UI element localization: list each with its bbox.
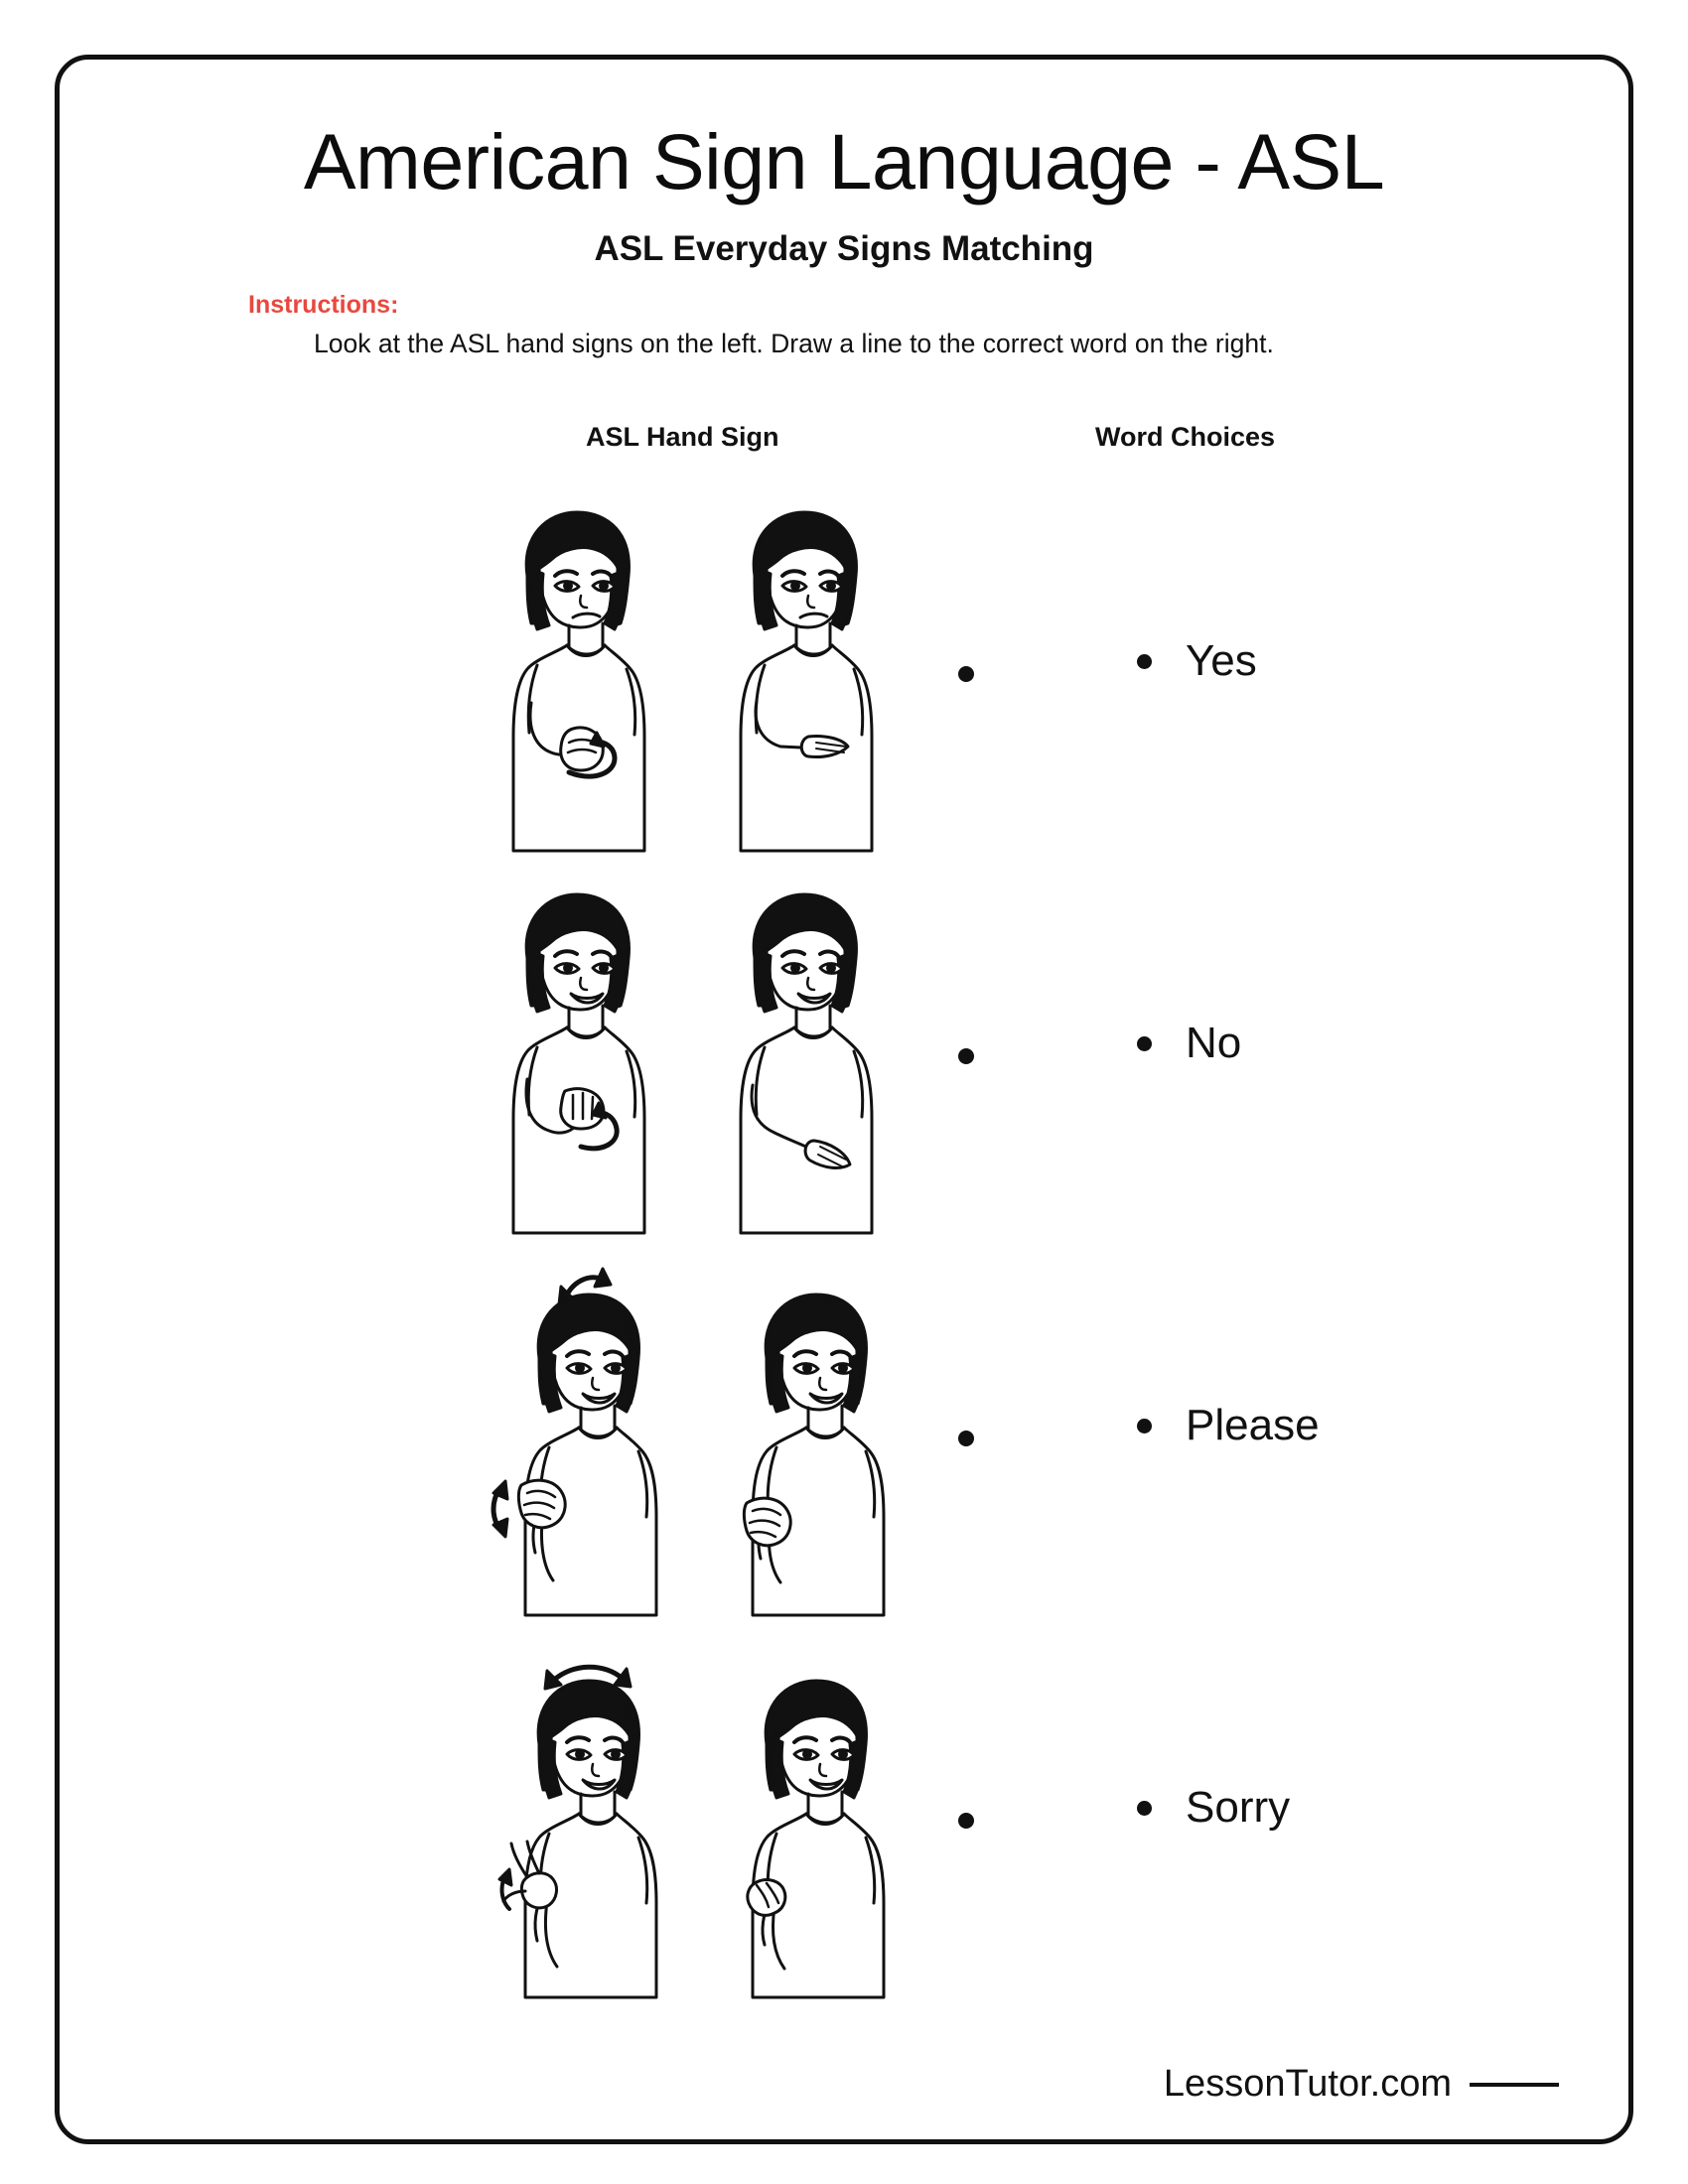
column-headings: [60, 422, 1628, 462]
word-choice-label: Please: [1186, 1401, 1320, 1450]
matching-row: [60, 868, 1628, 1250]
instructions-label: Instructions:: [248, 290, 399, 319]
matching-row: [60, 1250, 1628, 1632]
word-choice-item[interactable]: [1137, 1401, 1320, 1450]
sign-figure-frame-2: [697, 1645, 911, 2002]
sign-figure-frame-2: [697, 881, 911, 1238]
match-dot-right[interactable]: [1137, 654, 1152, 669]
instructions-text: Look at the ASL hand signs on the left. Draw a line to the correct word on the right.: [314, 328, 1274, 358]
sign-figure-frame-1: [470, 1263, 683, 1620]
match-dot-left[interactable]: [958, 1431, 974, 1446]
sign-figure-frame-2: [697, 498, 911, 856]
match-dot-left[interactable]: [958, 1048, 974, 1064]
instructions-block: [60, 291, 1628, 360]
word-choice-item[interactable]: [1137, 1019, 1242, 1068]
page-title: American Sign Language - ASL: [303, 117, 1385, 205]
match-dot-right[interactable]: [1137, 1036, 1152, 1051]
footer: [60, 2063, 1628, 2106]
sign-figure-frame-1: [470, 1645, 683, 2002]
asl-sign-no-illustration: [452, 1632, 928, 2014]
matching-row: [60, 1632, 1628, 2014]
asl-sign-please-illustration: [452, 868, 928, 1250]
sign-figure-frame-1: [470, 881, 683, 1238]
column-heading-signs: ASL Hand Sign: [586, 422, 779, 453]
column-heading-words: Word Choices: [1095, 422, 1276, 453]
footer-rule-right: [1470, 2083, 1559, 2087]
word-choice-label: Sorry: [1186, 1783, 1291, 1833]
word-choice-item[interactable]: [1137, 1783, 1291, 1833]
asl-sign-sorry-illustration: [452, 485, 928, 868]
word-choice-item[interactable]: [1137, 636, 1257, 686]
footer-brand: LessonTutor.com: [1163, 2063, 1452, 2105]
page-subtitle: ASL Everyday Signs Matching: [594, 228, 1094, 268]
match-dot-right[interactable]: [1137, 1419, 1152, 1433]
matching-row: [60, 485, 1628, 868]
match-dot-left[interactable]: [958, 666, 974, 682]
match-dot-right[interactable]: [1137, 1801, 1152, 1816]
word-choice-label: Yes: [1186, 636, 1257, 686]
sign-figure-frame-1: [470, 498, 683, 856]
matching-rows: [60, 485, 1628, 2014]
asl-sign-yes-illustration: [452, 1250, 928, 1632]
worksheet-sheet: [55, 55, 1633, 2144]
word-choice-label: No: [1186, 1019, 1242, 1068]
sign-figure-frame-2: [697, 1263, 911, 1620]
match-dot-left[interactable]: [958, 1813, 974, 1829]
